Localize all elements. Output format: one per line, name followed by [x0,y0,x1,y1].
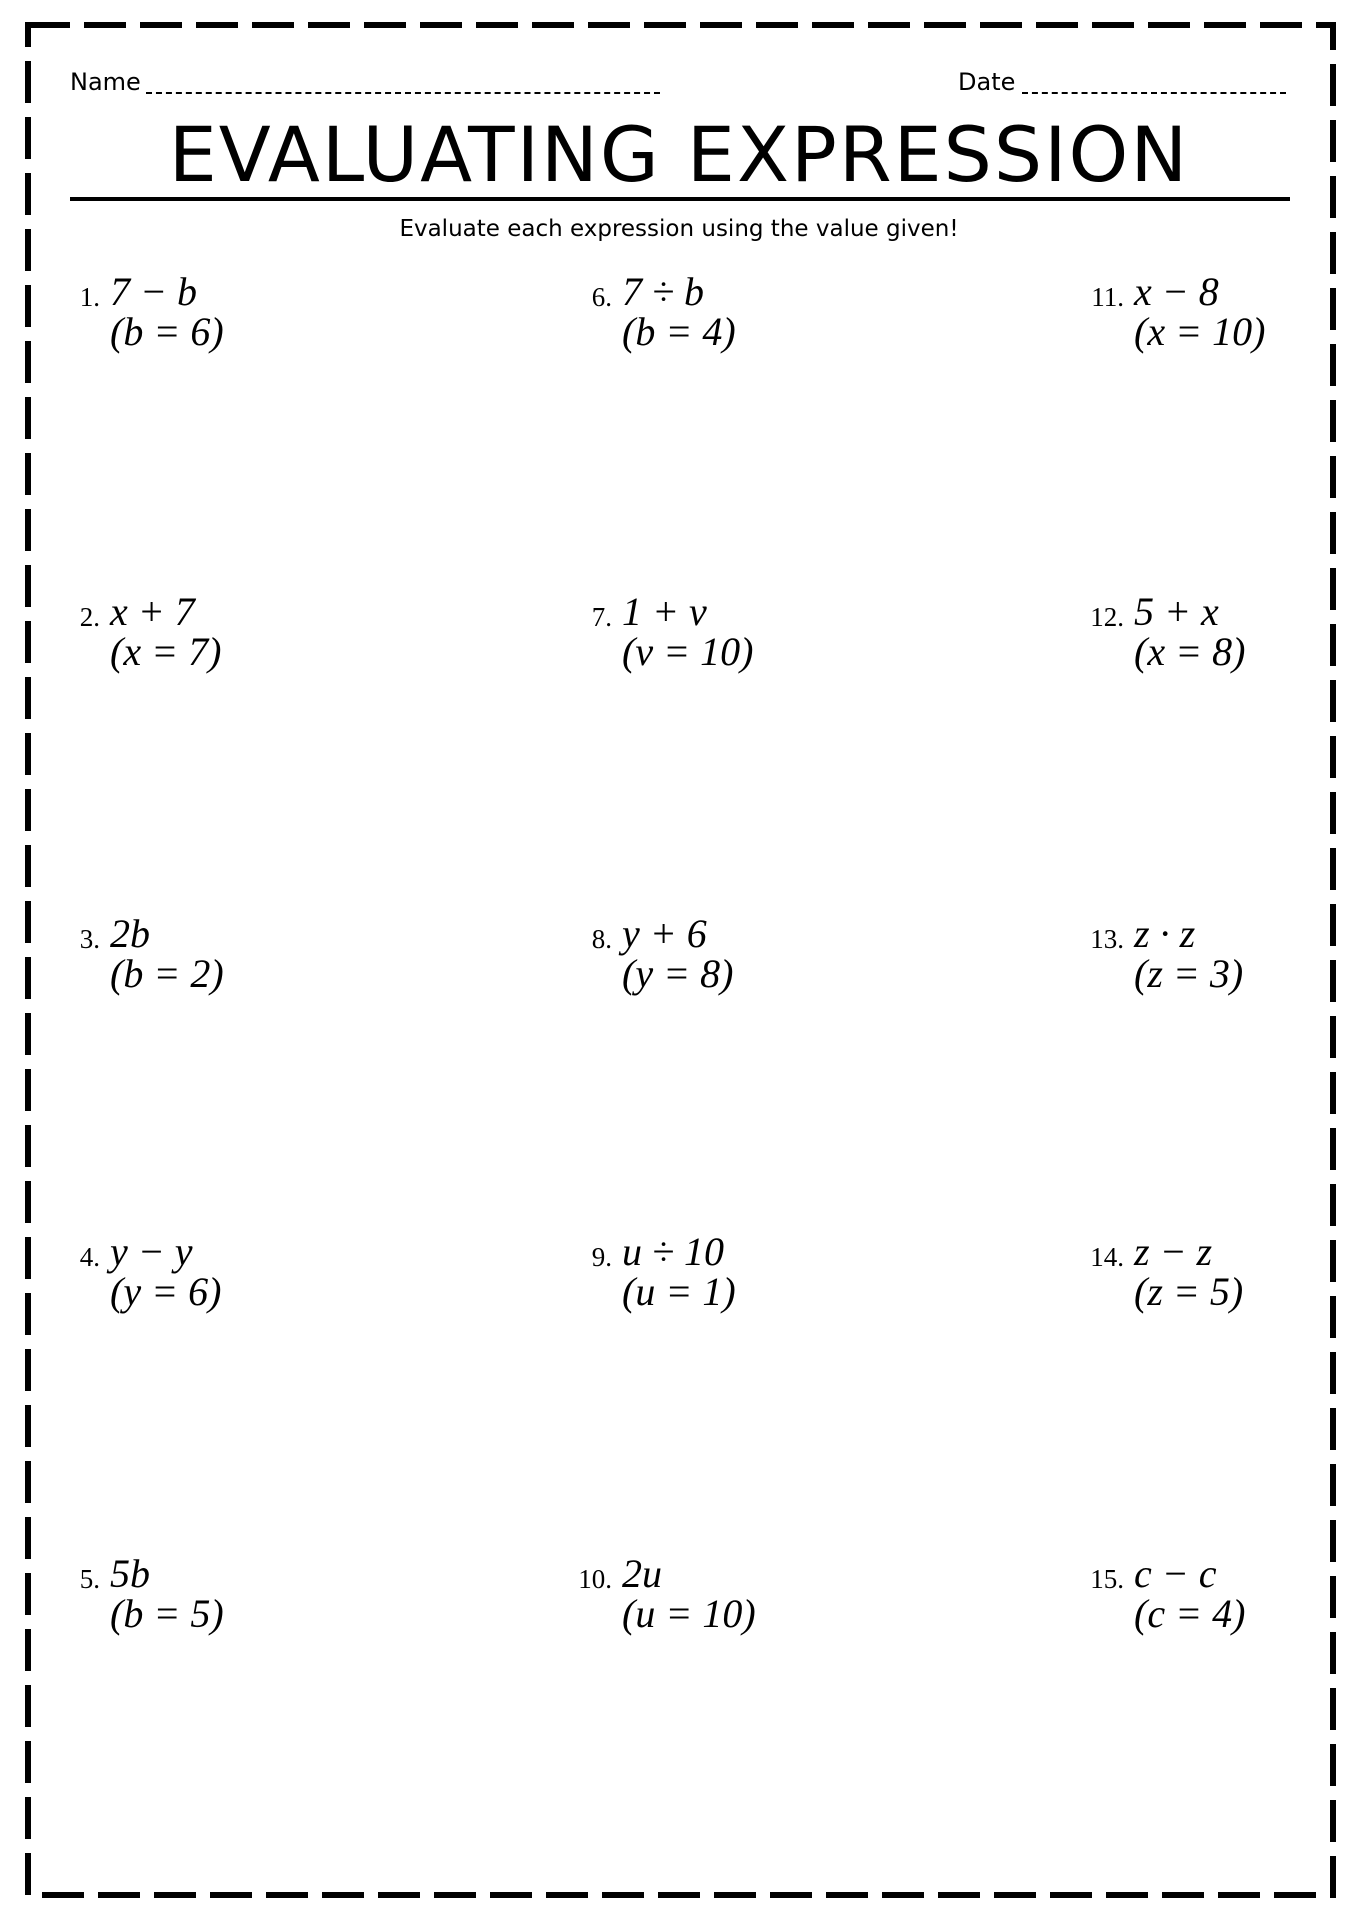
problem-expression: 1 + v [622,589,707,634]
name-field[interactable] [146,92,660,94]
problem-expression: z · z [1134,911,1196,956]
problem-expression: 2b [110,911,150,956]
problem-number: 15. [1090,1564,1124,1594]
problem-number: 12. [1090,602,1124,632]
problem-given-value: (y = 6) [110,1269,222,1314]
title-divider [70,197,1290,201]
problem-11 [1064,270,1358,370]
worksheet-title: EVALUATING EXPRESSION [168,110,1190,199]
problem-number: 5. [79,1564,100,1594]
problem-given-value: (b = 6) [110,309,224,354]
problem-number: 3. [79,924,100,954]
problem-given-value: (z = 3) [1134,951,1244,996]
problem-number: 4. [79,1242,100,1272]
problem-given-value: (z = 5) [1134,1269,1244,1314]
problem-number: 9. [591,1242,612,1272]
problem-number: 11. [1091,282,1124,312]
problem-9 [552,1230,912,1330]
problem-expression: z − z [1134,1229,1213,1274]
problem-10 [552,1552,912,1652]
header-row [70,68,1288,100]
problem-given-value: (x = 8) [1134,629,1246,674]
problem-given-value: (v = 10) [622,629,754,674]
problem-number: 6. [591,282,612,312]
problem-13 [1064,912,1358,1012]
problem-given-value: (b = 4) [622,309,736,354]
problem-expression: y − y [110,1229,193,1274]
problem-given-value: (u = 1) [622,1269,736,1314]
problem-number: 1. [79,282,100,312]
problem-number: 10. [578,1564,612,1594]
date-field[interactable] [1022,92,1286,94]
date-label: Date [958,68,1016,96]
problem-expression: 5 + x [1134,589,1219,634]
problem-1 [40,270,400,370]
problem-expression: 7 − b [110,269,197,314]
problem-expression: u ÷ 10 [622,1229,724,1274]
problem-given-value: (x = 7) [110,629,222,674]
problem-6 [552,270,912,370]
problem-8 [552,912,912,1012]
problem-3 [40,912,400,1012]
problem-2 [40,590,400,690]
problem-expression: y + 6 [622,911,707,956]
name-label: Name [70,68,141,96]
problem-given-value: (c = 4) [1134,1591,1246,1636]
problem-number: 14. [1090,1242,1124,1272]
problem-5 [40,1552,400,1652]
problem-given-value: (x = 10) [1134,309,1266,354]
problem-15 [1064,1552,1358,1652]
problem-expression: 2u [622,1551,662,1596]
problem-14 [1064,1230,1358,1330]
problem-given-value: (b = 5) [110,1591,224,1636]
problem-expression: 5b [110,1551,150,1596]
problem-7 [552,590,912,690]
problem-number: 8. [591,924,612,954]
problem-4 [40,1230,400,1330]
problem-expression: x + 7 [110,589,195,634]
problem-expression: x − 8 [1134,269,1219,314]
problem-number: 7. [591,602,612,632]
instructions: Evaluate each expression using the value given! [399,216,959,242]
problem-expression: 7 ÷ b [622,269,704,314]
problem-number: 13. [1090,924,1124,954]
problem-expression: c − c [1134,1551,1217,1596]
problem-given-value: (y = 8) [622,951,734,996]
problem-given-value: (b = 2) [110,951,224,996]
problem-12 [1064,590,1358,690]
problem-given-value: (u = 10) [622,1591,756,1636]
problem-number: 2. [79,602,100,632]
